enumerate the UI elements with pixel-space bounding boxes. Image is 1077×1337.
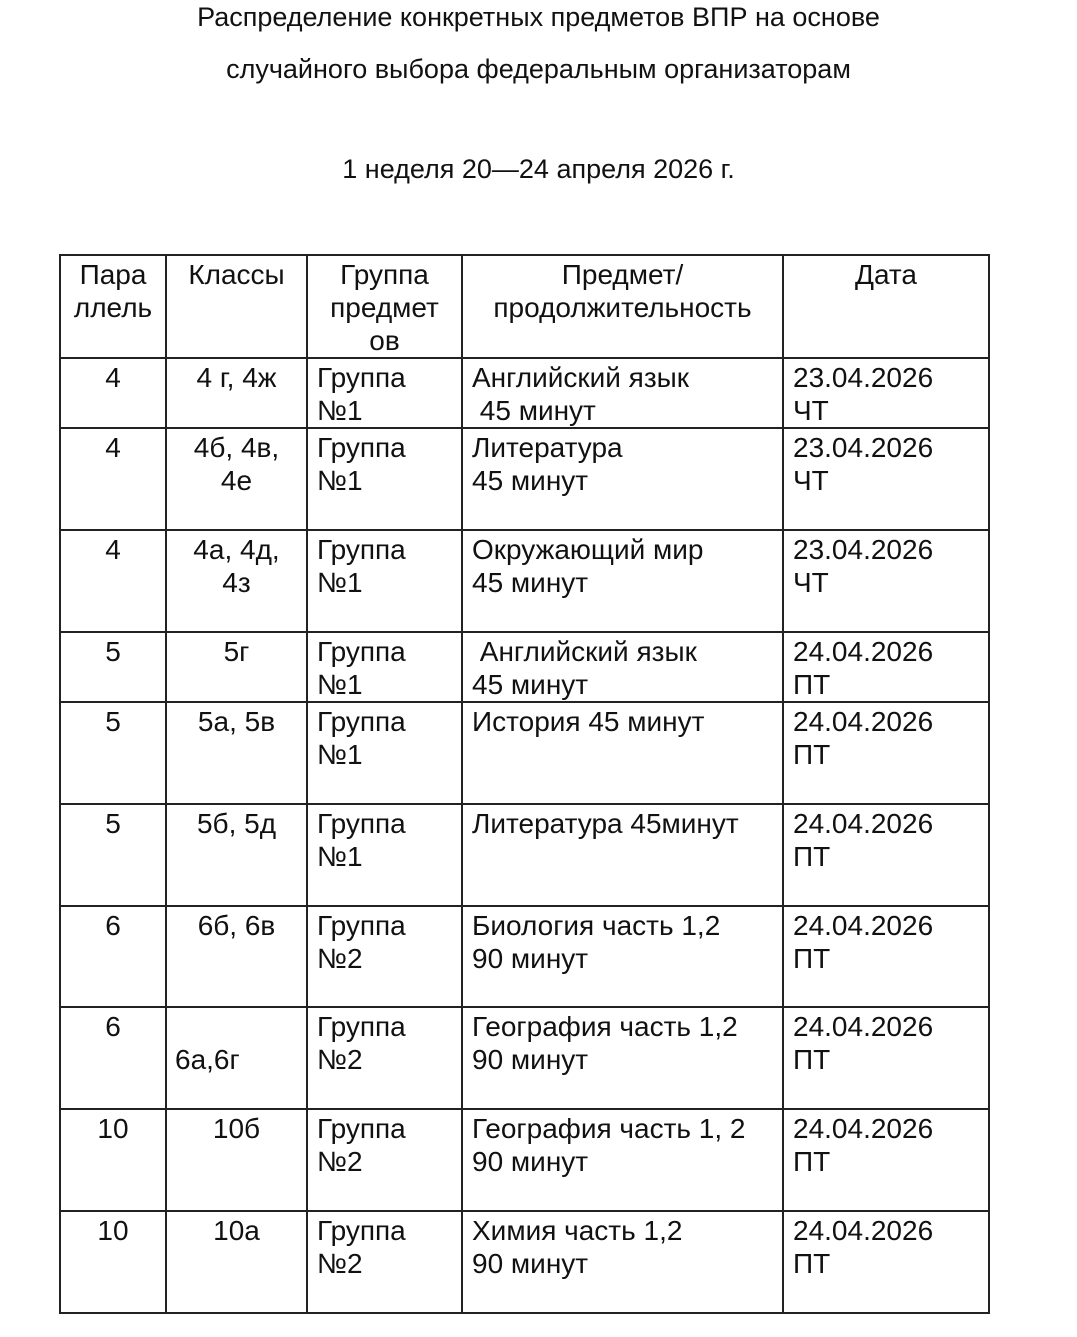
cell-parallel: 4 <box>60 358 166 428</box>
cell-date: 24.04.2026 ПТ <box>783 1211 989 1313</box>
cell-parallel: 6 <box>60 906 166 1007</box>
header-row <box>60 255 989 358</box>
cell-date: 24.04.2026 ПТ <box>783 1007 989 1109</box>
cell-classes: 6а,6г <box>166 1007 307 1109</box>
cell-parallel: 5 <box>60 702 166 804</box>
cell-subject: Английский язык 45 минут <box>462 358 783 428</box>
cell-classes: 5г <box>166 632 307 702</box>
cell-classes: 4а, 4д, 4з <box>166 530 307 632</box>
table-row <box>60 906 989 1007</box>
document-title-line-2: случайного выбора федеральным организаторам <box>226 54 851 84</box>
cell-subject: Литература 45 минут <box>462 428 783 530</box>
table-row <box>60 632 989 702</box>
cell-date: 24.04.2026 ПТ <box>783 702 989 804</box>
header-date: Дата <box>783 255 989 358</box>
cell-date: 24.04.2026 ПТ <box>783 1109 989 1211</box>
table-row <box>60 1211 989 1313</box>
cell-subject: Химия часть 1,2 90 минут <box>462 1211 783 1313</box>
cell-group: Группа №2 <box>307 1211 462 1313</box>
cell-classes: 6б, 6в <box>166 906 307 1007</box>
header-classes: Классы <box>166 255 307 358</box>
cell-subject: Окружающий мир 45 минут <box>462 530 783 632</box>
cell-subject: Биология часть 1,2 90 минут <box>462 906 783 1007</box>
cell-date: 24.04.2026 ПТ <box>783 632 989 702</box>
header-subject: Предмет/ продолжительность <box>462 255 783 358</box>
cell-group: Группа №1 <box>307 428 462 530</box>
cell-parallel: 5 <box>60 804 166 906</box>
cell-date: 23.04.2026 ЧТ <box>783 428 989 530</box>
cell-subject: Литература 45минут <box>462 804 783 906</box>
cell-parallel: 10 <box>60 1109 166 1211</box>
header-parallel: Пара ллель <box>60 255 166 358</box>
cell-classes: 4 г, 4ж <box>166 358 307 428</box>
cell-parallel: 4 <box>60 428 166 530</box>
table-row <box>60 1109 989 1211</box>
document-title-line-1: Распределение конкретных предметов ВПР на основе <box>197 2 880 32</box>
cell-subject: География часть 1, 2 90 минут <box>462 1109 783 1211</box>
schedule-table <box>59 254 990 1314</box>
week-heading: 1 неделя 20—24 апреля 2026 г. <box>342 154 735 184</box>
cell-group: Группа №1 <box>307 530 462 632</box>
table-row <box>60 358 989 428</box>
table-row <box>60 530 989 632</box>
cell-classes: 10б <box>166 1109 307 1211</box>
cell-classes: 4б, 4в, 4е <box>166 428 307 530</box>
cell-date: 24.04.2026 ПТ <box>783 804 989 906</box>
cell-group: Группа №1 <box>307 358 462 428</box>
cell-date: 23.04.2026 ЧТ <box>783 530 989 632</box>
cell-classes: 5б, 5д <box>166 804 307 906</box>
cell-group: Группа №1 <box>307 632 462 702</box>
cell-parallel: 5 <box>60 632 166 702</box>
table-row <box>60 702 989 804</box>
cell-group: Группа №1 <box>307 804 462 906</box>
cell-parallel: 10 <box>60 1211 166 1313</box>
cell-group: Группа №1 <box>307 702 462 804</box>
cell-classes: 10а <box>166 1211 307 1313</box>
cell-parallel: 6 <box>60 1007 166 1109</box>
cell-subject: География часть 1,2 90 минут <box>462 1007 783 1109</box>
cell-group: Группа №2 <box>307 906 462 1007</box>
cell-parallel: 4 <box>60 530 166 632</box>
table-row <box>60 428 989 530</box>
cell-subject: История 45 минут <box>462 702 783 804</box>
cell-date: 24.04.2026 ПТ <box>783 906 989 1007</box>
table-row <box>60 804 989 906</box>
table-row <box>60 1007 989 1109</box>
header-group: Группа предмет ов <box>307 255 462 358</box>
cell-subject: Английский язык 45 минут <box>462 632 783 702</box>
cell-date: 23.04.2026 ЧТ <box>783 358 989 428</box>
cell-classes: 5а, 5в <box>166 702 307 804</box>
cell-group: Группа №2 <box>307 1109 462 1211</box>
cell-group: Группа №2 <box>307 1007 462 1109</box>
